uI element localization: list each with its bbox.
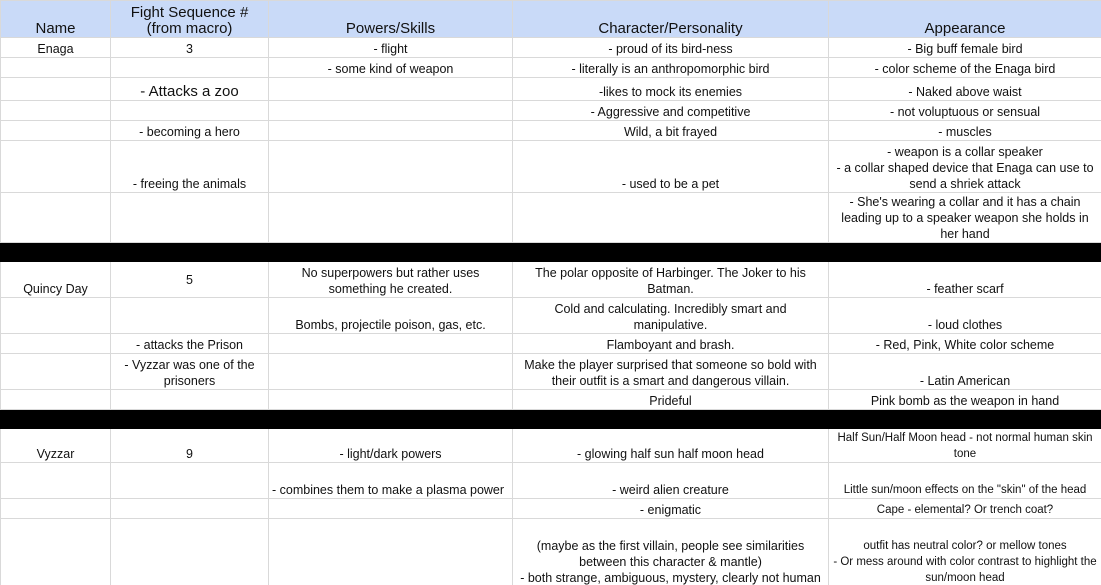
table-row	[1, 429, 1101, 463]
table-row	[1, 519, 1101, 585]
cell[interactable]: - some kind of weapon	[269, 58, 513, 78]
cell[interactable]	[1, 78, 111, 101]
table-row	[1, 390, 1101, 410]
header-row	[1, 1, 1101, 38]
separator-cell	[1, 243, 111, 262]
separator-cell	[513, 243, 829, 262]
table-row	[1, 193, 1101, 243]
cell[interactable]	[269, 519, 513, 585]
cell[interactable]	[1, 519, 111, 585]
cell[interactable]: 9	[111, 429, 269, 463]
cell[interactable]: Cape - elemental? Or trench coat?	[829, 499, 1101, 519]
separator-cell	[269, 243, 513, 262]
cell[interactable]: - enigmatic	[513, 499, 829, 519]
separator-cell	[111, 243, 269, 262]
cell[interactable]	[269, 121, 513, 141]
table-row	[1, 141, 1101, 193]
separator-row	[1, 410, 1101, 429]
header-character-personality[interactable]: Character/Personality	[513, 1, 829, 38]
cell[interactable]	[1, 58, 111, 78]
cell[interactable]	[111, 390, 269, 410]
cell[interactable]: - flight	[269, 38, 513, 58]
table-row	[1, 101, 1101, 121]
table-row	[1, 262, 1101, 298]
cell[interactable]	[269, 390, 513, 410]
cell[interactable]	[111, 193, 269, 243]
header-fight-sequence[interactable]: Fight Sequence # (from macro)	[111, 1, 269, 38]
table-row	[1, 499, 1101, 519]
separator-cell	[829, 410, 1101, 429]
cell[interactable]: - light/dark powers	[269, 429, 513, 463]
cell[interactable]: - Latin American	[829, 354, 1101, 390]
cell[interactable]: 3	[111, 38, 269, 58]
cell[interactable]	[269, 334, 513, 354]
cell[interactable]	[269, 499, 513, 519]
cell[interactable]: - Vyzzar was one of the prisoners	[111, 354, 269, 390]
table-row	[1, 463, 1101, 499]
separator-cell	[513, 410, 829, 429]
cell[interactable]: - Attacks a zoo	[111, 78, 269, 101]
cell[interactable]	[111, 519, 269, 585]
cell[interactable]	[1, 193, 111, 243]
header-appearance[interactable]: Appearance	[829, 1, 1101, 38]
table-row	[1, 38, 1101, 58]
header-name[interactable]: Name	[1, 1, 111, 38]
cell[interactable]: - color scheme of the Enaga bird	[829, 58, 1101, 78]
table-row	[1, 298, 1101, 334]
cell[interactable]	[269, 141, 513, 193]
cell[interactable]: -likes to mock its enemies	[513, 78, 829, 101]
cell[interactable]: Prideful	[513, 390, 829, 410]
cell[interactable]	[269, 193, 513, 243]
cell[interactable]: - proud of its bird-ness	[513, 38, 829, 58]
cell[interactable]: - becoming a hero	[111, 121, 269, 141]
cell[interactable]	[1, 141, 111, 193]
cell[interactable]	[1, 298, 111, 334]
cell[interactable]	[513, 193, 829, 243]
cell[interactable]: Half Sun/Half Moon head - not normal human skin tone	[829, 429, 1101, 463]
cell[interactable]: Make the player surprised that someone so bold with their outfit is a smart and dangerous villain.	[513, 354, 829, 390]
cell[interactable]: - weird alien creature	[513, 463, 829, 499]
separator-cell	[111, 410, 269, 429]
cell[interactable]	[111, 101, 269, 121]
cell[interactable]	[111, 298, 269, 334]
cell[interactable]: - literally is an anthropomorphic bird	[513, 58, 829, 78]
cell[interactable]: - Naked above waist	[829, 78, 1101, 101]
cell[interactable]: - Red, Pink, White color scheme	[829, 334, 1101, 354]
table-row	[1, 78, 1101, 101]
cell[interactable]: The polar opposite of Harbinger. The Joker to his Batman.	[513, 262, 829, 298]
header-powers-skills[interactable]: Powers/Skills	[269, 1, 513, 38]
table-row	[1, 58, 1101, 78]
cell[interactable]: - Aggressive and competitive	[513, 101, 829, 121]
cell[interactable]: 5	[111, 262, 269, 298]
cell[interactable]: - Big buff female bird	[829, 38, 1101, 58]
cell[interactable]	[1, 499, 111, 519]
cell[interactable]: - not voluptuous or sensual	[829, 101, 1101, 121]
table-row	[1, 334, 1101, 354]
cell[interactable]: - muscles	[829, 121, 1101, 141]
separator-cell	[269, 410, 513, 429]
cell[interactable]: outfit has neutral color? or mellow tones - Or mess around with color contrast to highlight the sun/moon head	[829, 519, 1101, 585]
cell[interactable]: Quincy Day	[1, 262, 111, 298]
cell[interactable]	[1, 334, 111, 354]
table-row	[1, 354, 1101, 390]
cell[interactable]: - loud clothes	[829, 298, 1101, 334]
cell[interactable]: Flamboyant and brash.	[513, 334, 829, 354]
cell[interactable]: - feather scarf	[829, 262, 1101, 298]
cell[interactable]: Bombs, projectile poison, gas, etc.	[269, 298, 513, 334]
cell[interactable]	[1, 354, 111, 390]
cell[interactable]: Pink bomb as the weapon in hand	[829, 390, 1101, 410]
cell[interactable]	[269, 78, 513, 101]
cell[interactable]: No superpowers but rather uses something he created.	[269, 262, 513, 298]
cell[interactable]: Little sun/moon effects on the "skin" of the head	[829, 463, 1101, 499]
cell[interactable]	[111, 58, 269, 78]
cell[interactable]: - weapon is a collar speaker - a collar shaped device that Enaga can use to send a shriek attack	[829, 141, 1101, 193]
cell[interactable]: Enaga	[1, 38, 111, 58]
separator-cell	[1, 410, 111, 429]
cell[interactable]	[1, 463, 111, 499]
cell[interactable]: - combines them to make a plasma power	[269, 463, 513, 499]
cell[interactable]: (maybe as the first villain, people see similarities between this character & mantle) - both strange, ambiguous, mystery, clearly not human	[513, 519, 829, 585]
cell[interactable]	[1, 121, 111, 141]
cell[interactable]: - She's wearing a collar and it has a chain leading up to a speaker weapon she holds in her hand	[829, 193, 1101, 243]
separator-row	[1, 243, 1101, 262]
cell[interactable]	[269, 101, 513, 121]
cell[interactable]	[111, 499, 269, 519]
table-row	[1, 121, 1101, 141]
cell[interactable]	[1, 390, 111, 410]
cell[interactable]	[269, 354, 513, 390]
cell[interactable]: - freeing the animals	[111, 141, 269, 193]
cell[interactable]: - used to be a pet	[513, 141, 829, 193]
cell[interactable]: Cold and calculating. Incredibly smart and manipulative.	[513, 298, 829, 334]
cell[interactable]: Wild, a bit frayed	[513, 121, 829, 141]
cell[interactable]: - glowing half sun half moon head	[513, 429, 829, 463]
separator-cell	[829, 243, 1101, 262]
cell[interactable]	[1, 101, 111, 121]
cell[interactable]: Vyzzar	[1, 429, 111, 463]
cell[interactable]	[111, 463, 269, 499]
cell[interactable]: - attacks the Prison	[111, 334, 269, 354]
